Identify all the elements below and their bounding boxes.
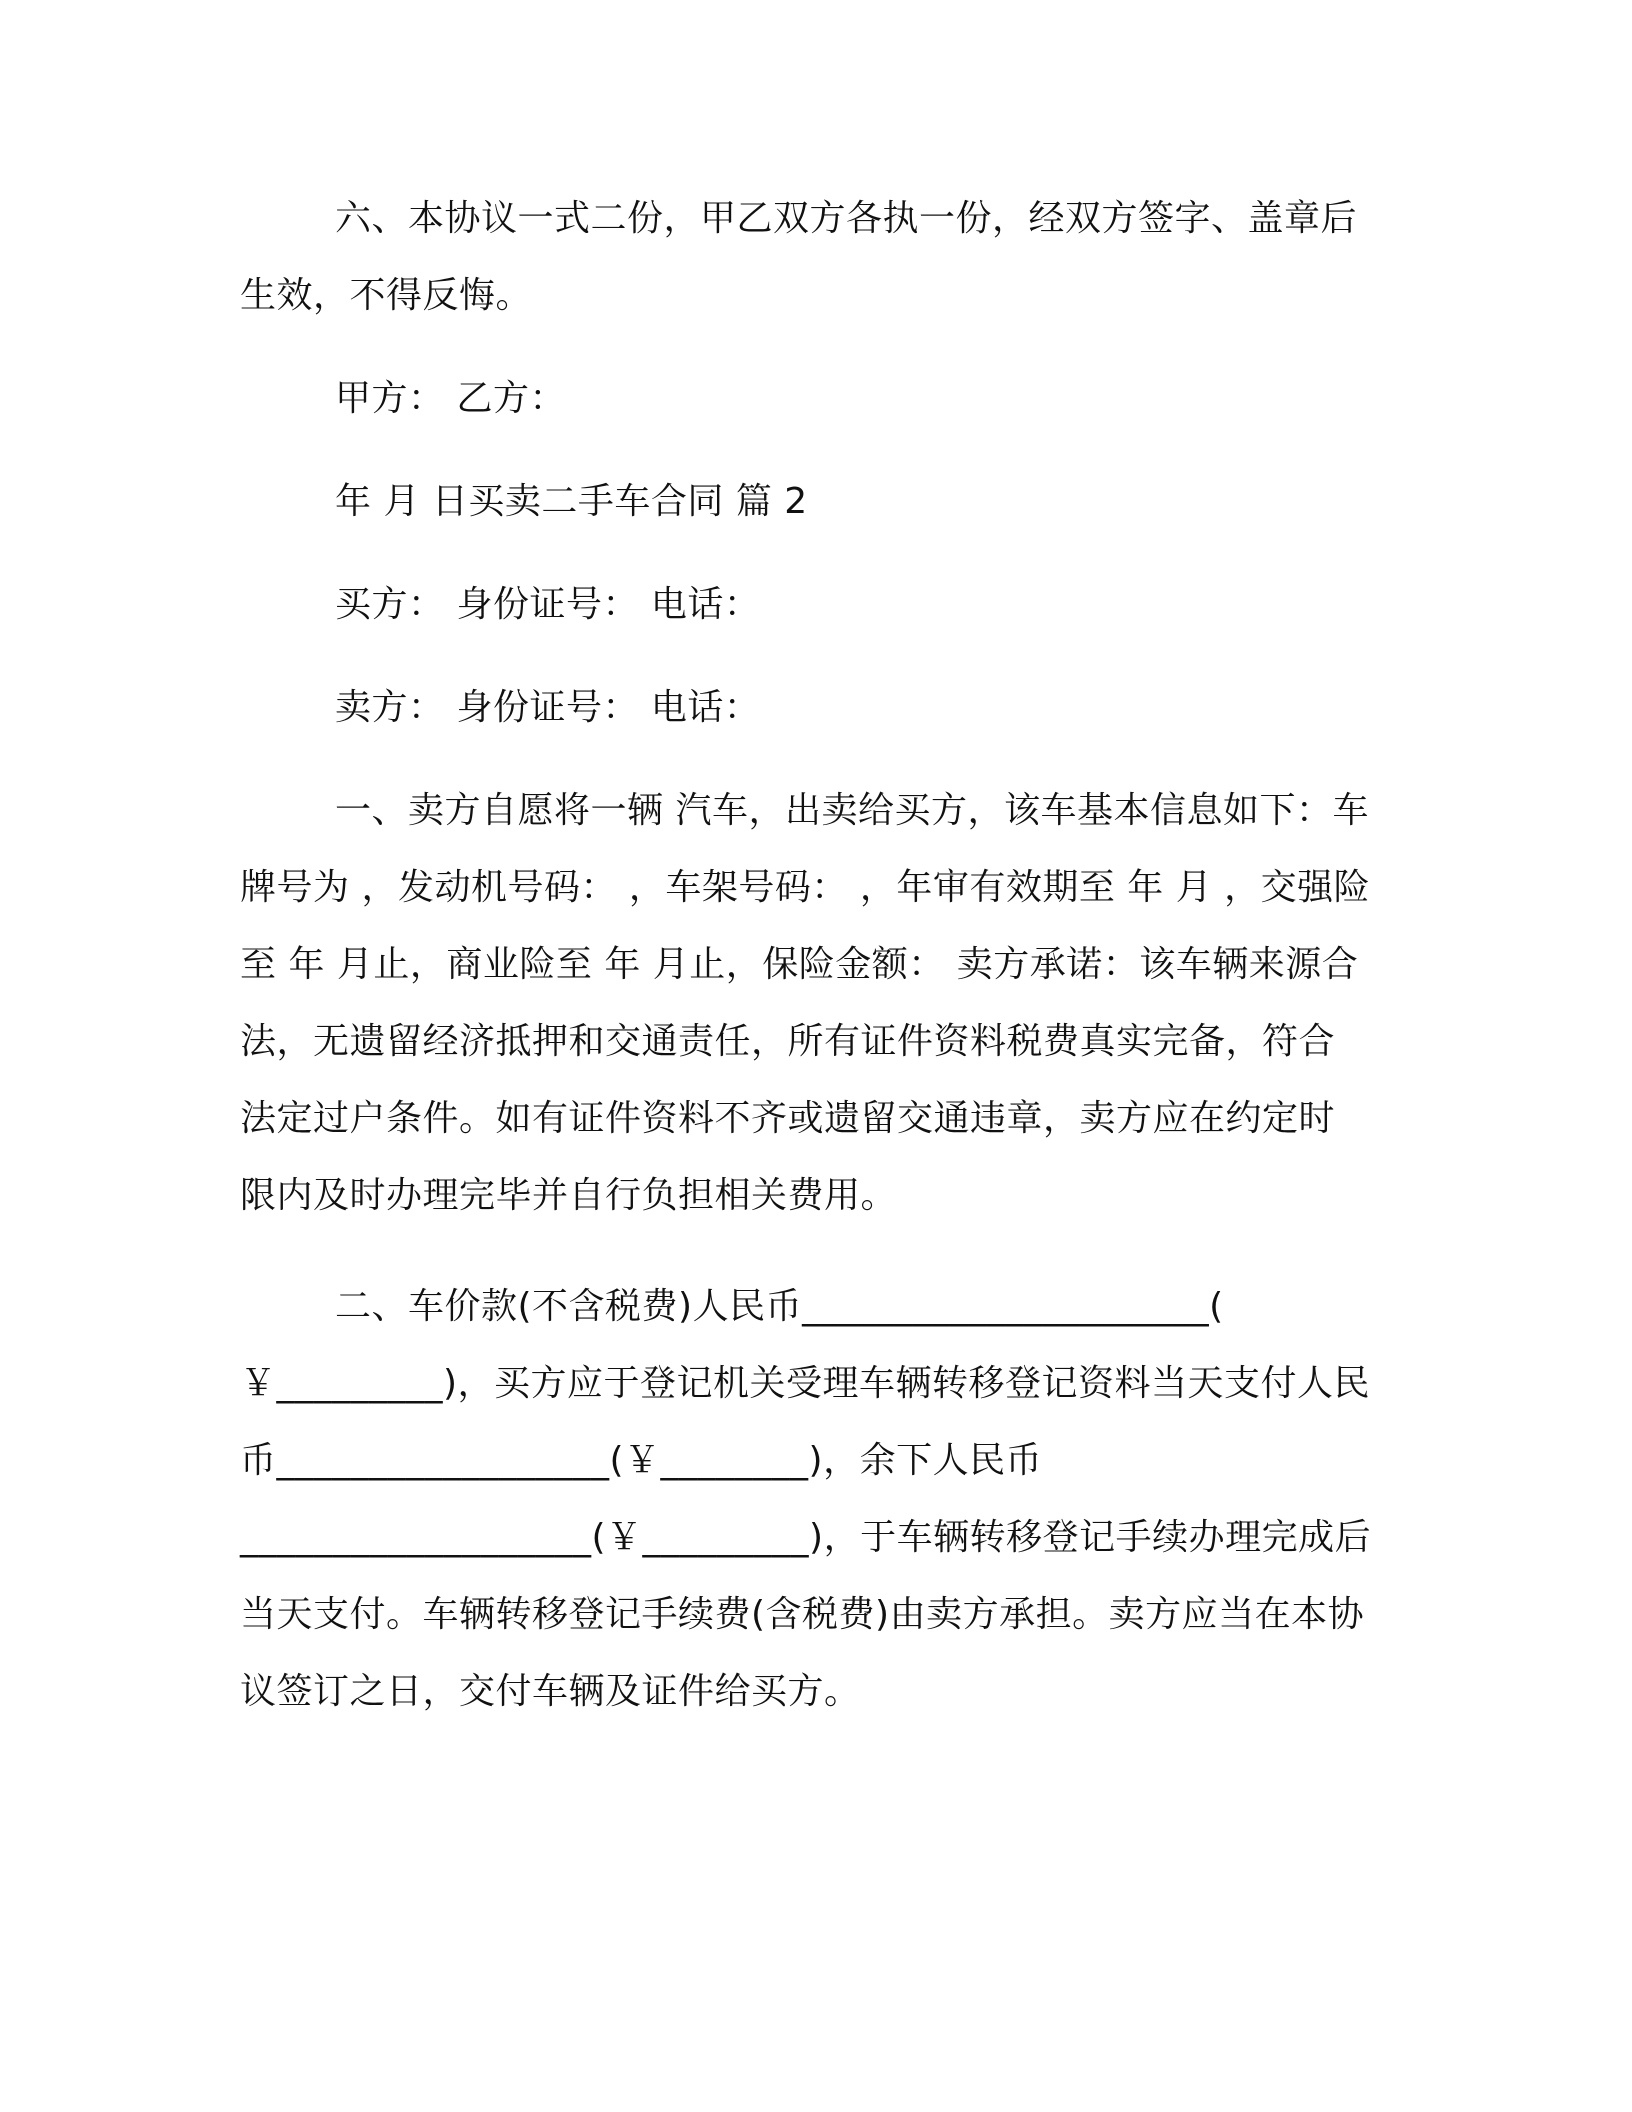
clause-6-line-1: 六、本协议一式二份，甲乙双方各执一份，经双方签字、盖章后 <box>335 198 1358 239</box>
clause-2-line-2: ￥_________)，买方应于登记机关受理车辆转移登记资料当天支付人民 <box>240 1363 1371 1404</box>
clause-1-line-5: 法定过户条件。如有证件资料不齐或遗留交通违章，卖方应在约定时 <box>240 1098 1336 1139</box>
clause-1-line-2: 牌号为 ，发动机号码： ，车架号码： ，年审有效期至 年 月 ，交强险 <box>240 867 1371 908</box>
clause-2-line-3: 币__________________(￥________)，余下人民币 <box>240 1440 1043 1481</box>
parties-line <box>240 360 1390 437</box>
parties-text: 甲方： 乙方： <box>335 378 566 419</box>
clause-6 <box>240 180 1390 334</box>
seller-text: 卖方： 身份证号： 电话： <box>335 687 761 728</box>
buyer-line <box>240 566 1390 643</box>
clause-2 <box>240 1268 1390 1730</box>
clause-2-line-1: 二、车价款(不含税费)人民币______________________( <box>335 1286 1224 1327</box>
buyer-text: 买方： 身份证号： 电话： <box>335 584 761 625</box>
clause-1-line-6: 限内及时办理完毕并自行负担相关费用。 <box>240 1175 898 1216</box>
title-line <box>240 463 1390 540</box>
clause-2-line-5: 当天支付。车辆转移登记手续费(含税费)由卖方承担。卖方应当在本协 <box>240 1594 1365 1635</box>
clause-2-line-6: 议签订之日，交付车辆及证件给买方。 <box>240 1671 861 1712</box>
title-text: 年 月 日买卖二手车合同 篇 2 <box>335 481 808 522</box>
clause-1-line-1: 一、卖方自愿将一辆 汽车，出卖给买方，该车基本信息如下：车 <box>335 790 1369 831</box>
seller-line <box>240 669 1390 746</box>
clause-6-line-2: 生效，不得反悔。 <box>240 275 533 316</box>
clause-2-line-4: ___________________(￥_________)，于车辆转移登记手续办理完成后 <box>240 1517 1372 1558</box>
clause-1-line-3: 至 年 月止，商业险至 年 月止，保险金额： 卖方承诺：该车辆来源合 <box>240 944 1359 985</box>
clause-1 <box>240 772 1390 1234</box>
clause-1-line-4: 法，无遗留经济抵押和交通责任，所有证件资料税费真实完备，符合 <box>240 1021 1336 1062</box>
